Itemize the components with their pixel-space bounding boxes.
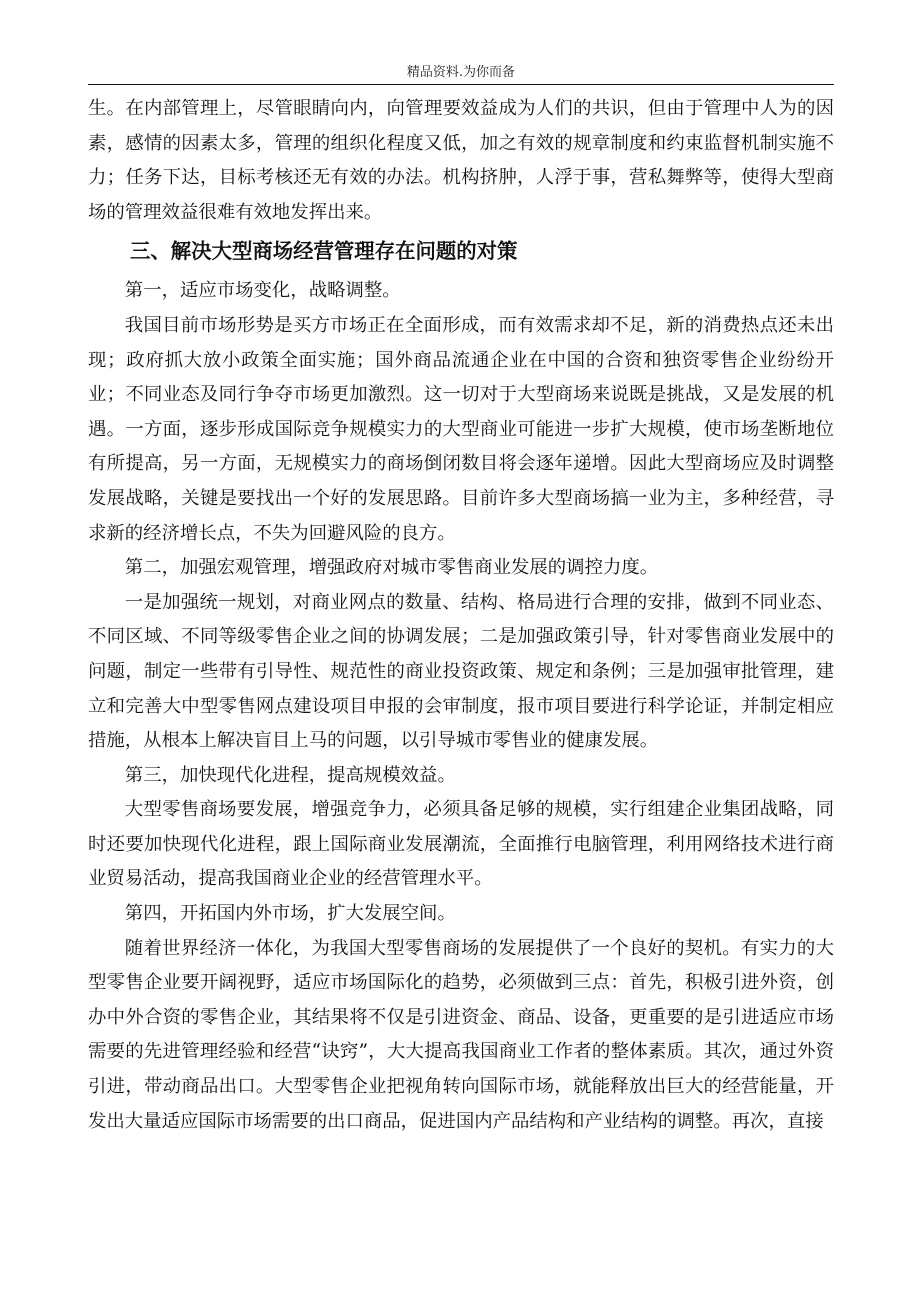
paragraph-continuation: 生。在内部管理上，尽管眼睛向内，向管理要效益成为人们的共识，但由于管理中人为的因素，感情的因素太多，管理的组织化程度又低，加之有效的规章制度和约束监督机制实施不力；任务下达，目标考核还无有效的办法。机构挤肿，人浮于事，营私舞弊等，使得大型商场的管理效益很难有效地发挥出来。 [88,98,834,223]
point-one-title: 第一，适应市场变化，战略调整。 [124,280,401,302]
point-four-title: 第四，开拓国内外市场，扩大发展空间。 [124,903,456,925]
section-heading: 三、解决大型商场经营管理存在问题的对策 [130,239,518,264]
point-three-body: 大型零售商场要发展，增强竞争力，必须具备足够的规模，实行组建企业集团战略，同时还要加快现代化进程，跟上国际商业发展潮流，全面推行电脑管理，利用网络技术进行商业贸易活动，提高我国商业企业的经营管理水平。 [88,799,834,890]
point-one-body: 我国目前市场形势是买方市场正在全面形成，而有效需求却不足，新的消费热点还未出现；政府抓大放小政策全面实施；国外商品流通企业在中国的合资和独资零售企业纷纷开业；不同业态及同行争夺市场更加激烈。这一切对于大型商场来说既是挑战，又是发展的机遇。一方面，逐步形成国际竞争规模实力的大型商业可能进一步扩大规模，使市场垄断地位有所提高，另一方面，无规模实力的商场倒闭数目将会逐年递增。因此大型商场应及时调整发展战略，关键是要找出一个好的发展思路。目前许多大型商场搞一业为主，多种经营，寻求新的经济增长点，不失为回避风险的良方。 [88,314,834,544]
point-two-title: 第二，加强宏观管理，增强政府对城市零售商业发展的调控力度。 [124,557,659,579]
document-body [88,92,834,1139]
point-three-title: 第三，加快现代化进程，提高规模效益。 [124,764,456,786]
point-two-body: 一是加强统一规划，对商业网点的数量、结构、格局进行合理的安排，做到不同业态、不同区域、不同等级零售企业之间的协调发展；二是加强政策引导，针对零售商业发展中的问题，制定一些带有引导性、规范性的商业投资政策、规定和条例；三是加强审批管理，建立和完善大中型零售网点建设项目申报的会审制度，报市项目要进行科学论证，并制定相应措施，从根本上解决盲目上马的问题，以引导城市零售业的健康发展。 [88,591,834,752]
page-header: 精品资料.为你而备 [88,62,834,85]
point-four-body: 随着世界经济一体化，为我国大型零售商场的发展提供了一个良好的契机。有实力的大型零售企业要开阔视野，适应市场国际化的趋势，必须做到三点：首先，积极引进外资，创办中外合资的零售企业，其结果将不仅是引进资金、商品、设备，更重要的是引进适应市场需要的先进管理经验和经营“诀窍”，大大提高我国商业工作者的整体素质。其次，通过外资引进，带动商品出口。大型零售企业把视角转向国际市场，就能释放出巨大的经营能量，开发出大量适应国际市场需要的出口商品，促进国内产品结构和产业结构的调整。再次，直接 [88,937,834,1132]
